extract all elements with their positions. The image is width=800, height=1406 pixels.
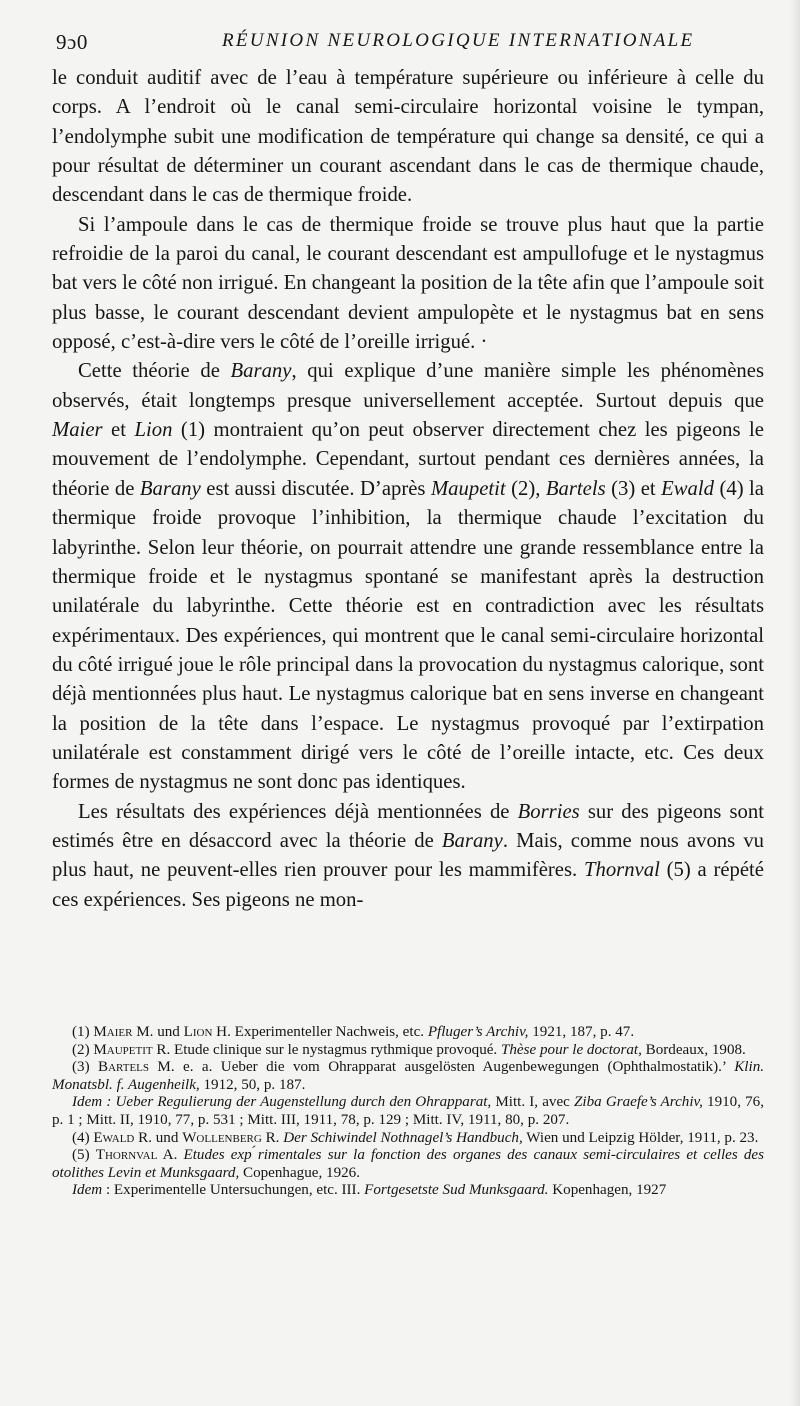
paragraph-text: est aussi discutée. D’après (200, 477, 431, 500)
journal-title: Thèse pour le doctorat, (500, 1041, 642, 1058)
paragraph (52, 64, 764, 211)
paragraph-text: Cette théorie de (78, 360, 231, 383)
journal-title: Etudes exp ́rimentales sur la fonction des organes des canaux semi-circulaires et celles des otolithes Levin et Munksgaard, (52, 1147, 765, 1181)
author-name: Maupetit (93, 1041, 153, 1058)
footnote: (4) Ewald R. und Wollenberg R. Der Schiwindel Nothnagel’s Handbuch, Wien und Leipzig Hölder, 1911, p. 23. (72, 1129, 759, 1146)
author-name: Wollenberg (182, 1129, 262, 1146)
author-name: Lion (134, 419, 173, 442)
paragraph-text: Les résultats des expériences déjà mentionnées de (78, 800, 518, 823)
paragraph-text: Si l’ampoule dans le cas de thermique froide se trouve plus haut que la partie refroidie de la paroi du canal, le courant descendant est ampullofuge et le nystagmus bat vers le côté non irrigué. En changeant la position de la tête afin que l’ampoule soit plus basse, le courant descendant devient ampulopète et le nystagmus bat en sens opposé, c’est-à-dire vers le côté de l’oreille irrigué. · (52, 213, 764, 354)
footnotes (52, 1024, 764, 1200)
paragraph-text: , qui explique d’une manière simple les phénomènes observés, était longtemps presque universellement acceptée. Surtout depuis que (52, 360, 764, 412)
footnote: (2) Maupetit R. Etude clinique sur le nystagmus rythmique provoqué. Thèse pour le doctorat, Bordeaux, 1908. (72, 1041, 746, 1058)
author-name: Thornval (95, 1147, 158, 1164)
journal-title: Idem (72, 1182, 103, 1199)
paragraph-text: (2), (505, 477, 546, 500)
paragraph-text: . Mais, comme nous avons vu plus haut, ne peuvent-elles rien prouver pour les mammifères. (52, 829, 765, 882)
author-name: Bartels (98, 1059, 149, 1076)
paragraph-text: (5) a répété ces expériences. Ses pigeons ne mon- (52, 859, 764, 911)
author-name: Barany (230, 360, 292, 383)
author-name: Borries (517, 800, 580, 823)
paragraph (52, 211, 764, 358)
author-name: Maupetit (430, 477, 506, 500)
journal-title: Ziba Graefe’s Archiv, (574, 1094, 703, 1111)
journal-title: Der Schiwindel Nothnagel’s Handbuch, (283, 1129, 523, 1146)
journal-title: Fortgesetste Sud Munksgaard. (364, 1182, 549, 1199)
footnote: Idem : Ueber Regulierung der Augenstellung durch den Ohrapparat, Mitt. I, avec Ziba Graefe’s Archiv, 1910, 76, p. 1 ; Mitt. II, 1910, 77, p. 531 ; Mitt. III, 1911, 78, p. 129 ; Mitt. IV, 1911, 80, p. 207. (52, 1094, 764, 1128)
author-name: Bartels (545, 477, 606, 500)
footnote: (5) Thornval A. Etudes exp ́rimentales sur la fonction des organes des canaux semi-circulaires et celles des otolithes Levin et Munksgaard, Copenhague, 1926. (52, 1147, 765, 1181)
journal-title: Klin. Monatsbl. f. Augenheilk, (52, 1059, 765, 1093)
footnote: (1) Maier M. und Lion H. Experimenteller Nachweis, etc. Pfluger’s Archiv, 1921, 187, p. 47. (72, 1024, 635, 1040)
journal-title: Pfluger’s Archiv, (427, 1024, 529, 1040)
page-number: 9ɔ0 (56, 30, 88, 54)
footnote: Idem : Experimentelle Untersuchungen, etc. III. Fortgesetste Sud Munksgaard. Kopenhagen, 1927 (72, 1182, 667, 1199)
body-text (52, 64, 764, 915)
paragraph (52, 798, 764, 915)
author-name: Barany (139, 477, 201, 500)
author-name: Lion (183, 1024, 213, 1040)
author-name: Thornval (583, 859, 660, 882)
running-title: RÉUNION NEUROLOGIQUE INTERNATIONALE (222, 30, 695, 51)
paragraph-text: (4) la thermique froide provoque l’inhibition, la thermique chaude l’excitation du labyrinthe. Selon leur théorie, on pourrait attendre une grande ressemblance entre la thermique froide et le nystagmus spontané se manifestant après la destruction unilatérale du labyrinthe. Cette théorie est en contradiction avec les résultats expérimentaux. Des expériences, qui montrent que le canal semi-circulaire horizontal du côté irrigué joue le rôle principal dans la provocation du nystagmus calorique, sont déjà mentionnées plus haut. Le nystagmus calorique bat en sens inverse en changeant la position de la tête dans l’espace. Le nystagmus provoqué par l’extirpation unilatérale est constamment dirigé vers le côté de l’oreille intacte, etc. Ces deux formes de nystagmus ne sont donc pas identiques. (52, 477, 764, 794)
author-name: Maier (52, 419, 103, 442)
paragraph-text: et (102, 419, 135, 442)
author-name: Ewald (661, 477, 714, 500)
paragraph (52, 357, 764, 797)
author-name: Ewald (93, 1129, 135, 1146)
paragraph-text: (3) et (605, 477, 662, 500)
journal-title: Idem : Ueber Regulierung der Augenstellung durch den Ohrapparat, (72, 1094, 492, 1111)
author-name: Maier (93, 1024, 133, 1040)
footnote: (3) Bartels M. e. a. Ueber die vom Ohrapparat ausgelösten Augenbewegungen (Ophthalmostatik).’ Klin. Monatsbl. f. Augenheilk, 1912, 50, p. 187. (52, 1059, 765, 1093)
page-header (42, 30, 762, 58)
paragraph-text: sur des pigeons sont estimés être en désaccord avec la théorie de (52, 800, 764, 852)
author-name: Barany (441, 829, 503, 852)
page-edge-shadow (790, 0, 800, 1406)
paragraph-text: (1) montraient qu’on peut observer directement chez les pigeons le mouvement de l’endolymphe. Cependant, surtout pendant ces dernières années, la théorie de (52, 419, 764, 500)
paragraph-text: le conduit auditif avec de l’eau à température supérieure ou inférieure à celle du corps. A l’endroit où le canal semi-circulaire horizontal voisine le tympan, l’endolymphe subit une modification de température qui change sa densité, ce qui a pour résultat de déterminer un courant ascendant dans le cas de thermique chaude, descendant dans le cas de thermique froide. (52, 67, 764, 207)
